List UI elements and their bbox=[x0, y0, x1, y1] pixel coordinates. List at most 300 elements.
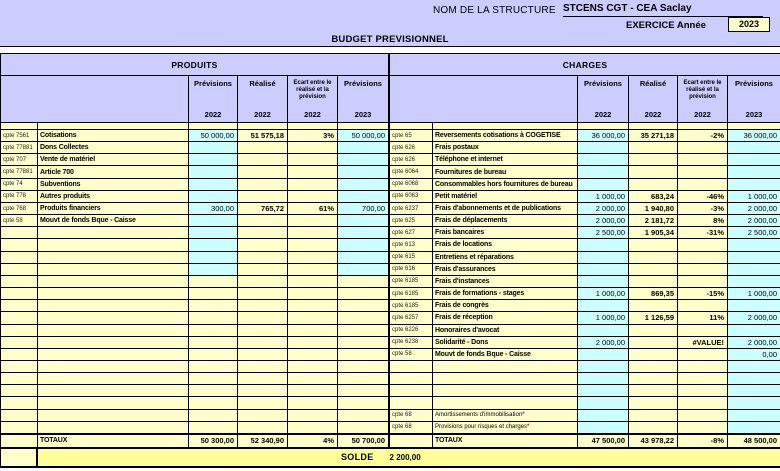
products-row-19-label[interactable] bbox=[38, 349, 189, 361]
products-row-3-ecart[interactable] bbox=[288, 154, 338, 166]
products-row-18-ecart[interactable] bbox=[288, 337, 338, 349]
products-row-23-prev2023[interactable] bbox=[338, 397, 390, 409]
charges-row-20-prev2022[interactable] bbox=[578, 361, 629, 373]
products-row-1-prev2023[interactable]: 50 000,00 bbox=[338, 130, 390, 142]
charges-row-24-real2022[interactable] bbox=[629, 410, 678, 422]
products-row-18-prev2022[interactable] bbox=[189, 337, 238, 349]
products-row-5-prev2022[interactable] bbox=[189, 179, 238, 191]
charges-row-16-label[interactable]: Frais de réception bbox=[433, 312, 578, 324]
charges-row-19-prev2022[interactable] bbox=[578, 349, 629, 361]
charges-row-6-prev2023[interactable]: 1 000,00 bbox=[728, 191, 780, 203]
charges-row-4-label[interactable]: Fournitures de bureau bbox=[433, 166, 578, 178]
products-row-14-label[interactable] bbox=[38, 288, 189, 300]
charges-row-9-prev2023[interactable]: 2 500,00 bbox=[728, 227, 780, 239]
charges-totals-cpte[interactable] bbox=[390, 434, 433, 448]
products-row-12-prev2023[interactable] bbox=[338, 264, 390, 276]
charges-row-11-cpte[interactable]: cpte 615 bbox=[390, 252, 433, 264]
charges-row-14-prev2022[interactable]: 1 000,00 bbox=[578, 288, 629, 300]
products-row-6-prev2022[interactable] bbox=[189, 191, 238, 203]
charges-row-15-prev2022[interactable] bbox=[578, 300, 629, 312]
products-row-11-real2022[interactable] bbox=[238, 252, 288, 264]
products-row-7-ecart[interactable]: 61% bbox=[288, 203, 338, 215]
products-row-22-ecart[interactable] bbox=[288, 385, 338, 397]
products-row-17-cpte[interactable] bbox=[1, 325, 38, 337]
charges-row-13-cpte[interactable]: cpte 6185 bbox=[390, 276, 433, 288]
charges-row-1-ecart[interactable]: -2% bbox=[678, 130, 728, 142]
charges-row-16-cpte[interactable]: cpte 6257 bbox=[390, 312, 433, 324]
products-row-2-real2022[interactable] bbox=[238, 142, 288, 154]
spacer-cell[interactable] bbox=[189, 123, 238, 130]
products-row-21-prev2023[interactable] bbox=[338, 373, 390, 385]
products-row-25-prev2022[interactable] bbox=[189, 422, 238, 434]
charges-row-12-prev2023[interactable] bbox=[728, 264, 780, 276]
products-header-blank[interactable] bbox=[1, 76, 189, 123]
charges-row-12-real2022[interactable] bbox=[629, 264, 678, 276]
spacer-cell[interactable] bbox=[38, 123, 189, 130]
products-row-19-real2022[interactable] bbox=[238, 349, 288, 361]
charges-row-22-real2022[interactable] bbox=[629, 385, 678, 397]
products-row-3-prev2022[interactable] bbox=[189, 154, 238, 166]
charges-row-22-prev2023[interactable] bbox=[728, 385, 780, 397]
spacer-cell[interactable] bbox=[238, 123, 288, 130]
charges-header-blank[interactable] bbox=[390, 76, 578, 123]
charges-row-18-prev2022[interactable]: 2 000,00 bbox=[578, 337, 629, 349]
charges-row-11-prev2023[interactable] bbox=[728, 252, 780, 264]
charges-row-23-real2022[interactable] bbox=[629, 397, 678, 409]
charges-row-8-prev2023[interactable]: 2 000,00 bbox=[728, 215, 780, 227]
charges-row-14-label[interactable]: Frais de formations - stages bbox=[433, 288, 578, 300]
products-row-5-label[interactable]: Subventions bbox=[38, 179, 189, 191]
charges-row-6-label[interactable]: Petit matériel bbox=[433, 191, 578, 203]
charges-row-5-label[interactable]: Consommables hors fournitures de bureau bbox=[433, 179, 578, 191]
products-row-16-real2022[interactable] bbox=[238, 312, 288, 324]
charges-row-1-label[interactable]: Reversements cotisations à COGETISE bbox=[433, 130, 578, 142]
charges-row-17-prev2023[interactable] bbox=[728, 325, 780, 337]
products-row-18-label[interactable] bbox=[38, 337, 189, 349]
products-row-5-prev2023[interactable] bbox=[338, 179, 390, 191]
products-totals-prev2022[interactable]: 50 300,00 bbox=[189, 434, 238, 448]
section-header-products[interactable]: PRODUITS bbox=[1, 54, 390, 76]
charges-totals-prev2023[interactable]: 48 500,00 bbox=[728, 434, 780, 448]
charges-totals-label[interactable]: TOTAUX bbox=[433, 434, 578, 448]
products-row-4-prev2022[interactable] bbox=[189, 166, 238, 178]
products-row-13-prev2023[interactable] bbox=[338, 276, 390, 288]
structure-name-cell[interactable]: STCENS CGT - CEA Saclay bbox=[563, 3, 763, 17]
products-row-13-label[interactable] bbox=[38, 276, 189, 288]
products-row-20-real2022[interactable] bbox=[238, 361, 288, 373]
products-row-1-label[interactable]: Cotisations bbox=[38, 130, 189, 142]
products-row-17-ecart[interactable] bbox=[288, 325, 338, 337]
products-row-7-label[interactable]: Produits financiers bbox=[38, 203, 189, 215]
charges-row-7-label[interactable]: Frais d'abonnements et de publications bbox=[433, 203, 578, 215]
charges-row-25-prev2023[interactable] bbox=[728, 422, 780, 434]
products-row-8-label[interactable]: Mouvt de fonds Bque - Caisse bbox=[38, 215, 189, 227]
charges-row-6-cpte[interactable]: cpte 6063 bbox=[390, 191, 433, 203]
charges-column-header[interactable] bbox=[629, 76, 678, 123]
charges-row-3-prev2022[interactable] bbox=[578, 154, 629, 166]
products-row-14-ecart[interactable] bbox=[288, 288, 338, 300]
products-row-7-prev2022[interactable]: 300,00 bbox=[189, 203, 238, 215]
products-row-14-real2022[interactable] bbox=[238, 288, 288, 300]
charges-row-19-ecart[interactable] bbox=[678, 349, 728, 361]
charges-row-2-prev2022[interactable] bbox=[578, 142, 629, 154]
products-row-9-prev2023[interactable] bbox=[338, 227, 390, 239]
products-column-header[interactable] bbox=[189, 76, 238, 123]
charges-row-6-ecart[interactable]: -46% bbox=[678, 191, 728, 203]
charges-row-24-cpte[interactable]: cpte 68 bbox=[390, 410, 433, 422]
products-row-23-ecart[interactable] bbox=[288, 397, 338, 409]
products-column-header[interactable] bbox=[288, 76, 338, 123]
charges-row-18-label[interactable]: Solidarité - Dons bbox=[433, 337, 578, 349]
charges-row-4-ecart[interactable] bbox=[678, 166, 728, 178]
spacer-cell[interactable] bbox=[338, 123, 390, 130]
products-row-21-cpte[interactable] bbox=[1, 373, 38, 385]
products-row-5-ecart[interactable] bbox=[288, 179, 338, 191]
products-row-16-label[interactable] bbox=[38, 312, 189, 324]
products-row-25-label[interactable] bbox=[38, 422, 189, 434]
products-row-25-cpte[interactable] bbox=[1, 422, 38, 434]
products-row-4-cpte[interactable]: cpte 77881 bbox=[1, 166, 38, 178]
products-row-6-ecart[interactable] bbox=[288, 191, 338, 203]
products-row-10-real2022[interactable] bbox=[238, 239, 288, 251]
charges-row-17-prev2022[interactable] bbox=[578, 325, 629, 337]
charges-row-25-prev2022[interactable] bbox=[578, 422, 629, 434]
charges-totals-real2022[interactable]: 43 978,22 bbox=[629, 434, 678, 448]
products-row-14-cpte[interactable] bbox=[1, 288, 38, 300]
charges-row-20-ecart[interactable] bbox=[678, 361, 728, 373]
charges-row-2-prev2023[interactable] bbox=[728, 142, 780, 154]
products-row-22-prev2023[interactable] bbox=[338, 385, 390, 397]
spacer-cell[interactable] bbox=[678, 123, 728, 130]
charges-row-17-cpte[interactable]: cpte 6226 bbox=[390, 325, 433, 337]
charges-row-14-prev2023[interactable]: 1 000,00 bbox=[728, 288, 780, 300]
spacer-cell[interactable] bbox=[578, 123, 629, 130]
products-totals-prev2023[interactable]: 50 700,00 bbox=[338, 434, 390, 448]
charges-row-11-prev2022[interactable] bbox=[578, 252, 629, 264]
products-row-7-real2022[interactable]: 765,72 bbox=[238, 203, 288, 215]
charges-row-18-prev2023[interactable]: 2 000,00 bbox=[728, 337, 780, 349]
products-row-18-prev2023[interactable] bbox=[338, 337, 390, 349]
products-row-15-cpte[interactable] bbox=[1, 300, 38, 312]
charges-row-18-ecart[interactable]: #VALUE! bbox=[678, 337, 728, 349]
products-row-23-prev2022[interactable] bbox=[189, 397, 238, 409]
charges-row-24-prev2022[interactable] bbox=[578, 410, 629, 422]
products-row-23-real2022[interactable] bbox=[238, 397, 288, 409]
charges-row-3-real2022[interactable] bbox=[629, 154, 678, 166]
charges-row-8-cpte[interactable]: cpte 625 bbox=[390, 215, 433, 227]
products-row-8-ecart[interactable] bbox=[288, 215, 338, 227]
products-row-17-real2022[interactable] bbox=[238, 325, 288, 337]
products-row-21-prev2022[interactable] bbox=[189, 373, 238, 385]
charges-row-19-prev2023[interactable]: 0,00 bbox=[728, 349, 780, 361]
solde-value[interactable]: 2 200,00 bbox=[389, 452, 421, 462]
products-row-5-cpte[interactable]: cpte 74 bbox=[1, 179, 38, 191]
solde-corner-cell[interactable] bbox=[1, 448, 38, 467]
products-row-9-cpte[interactable] bbox=[1, 227, 38, 239]
products-row-3-label[interactable]: Vente de matériel bbox=[38, 154, 189, 166]
products-totals-cpte[interactable] bbox=[1, 434, 38, 448]
charges-row-10-label[interactable]: Frais de locations bbox=[433, 239, 578, 251]
products-row-1-cpte[interactable]: cpte 7561 bbox=[1, 130, 38, 142]
products-row-25-ecart[interactable] bbox=[288, 422, 338, 434]
charges-row-9-label[interactable]: Frais bancaires bbox=[433, 227, 578, 239]
products-row-1-real2022[interactable]: 51 575,18 bbox=[238, 130, 288, 142]
products-column-header[interactable] bbox=[238, 76, 288, 123]
products-row-21-ecart[interactable] bbox=[288, 373, 338, 385]
products-row-23-label[interactable] bbox=[38, 397, 189, 409]
products-row-2-ecart[interactable] bbox=[288, 142, 338, 154]
products-row-4-ecart[interactable] bbox=[288, 166, 338, 178]
products-row-16-cpte[interactable] bbox=[1, 312, 38, 324]
products-row-4-real2022[interactable] bbox=[238, 166, 288, 178]
charges-row-7-cpte[interactable]: cpte 6237 bbox=[390, 203, 433, 215]
charges-totals-ecart[interactable]: -8% bbox=[678, 434, 728, 448]
charges-row-23-prev2022[interactable] bbox=[578, 397, 629, 409]
products-row-9-label[interactable] bbox=[38, 227, 189, 239]
charges-row-20-cpte[interactable] bbox=[390, 361, 433, 373]
products-row-2-label[interactable]: Dons Collectes bbox=[38, 142, 189, 154]
products-row-15-real2022[interactable] bbox=[238, 300, 288, 312]
products-row-20-prev2023[interactable] bbox=[338, 361, 390, 373]
products-row-3-real2022[interactable] bbox=[238, 154, 288, 166]
products-totals-ecart[interactable]: 4% bbox=[288, 434, 338, 448]
charges-row-21-label[interactable] bbox=[433, 373, 578, 385]
products-row-8-prev2022[interactable] bbox=[189, 215, 238, 227]
products-row-22-label[interactable] bbox=[38, 385, 189, 397]
charges-row-9-cpte[interactable]: cpte 627 bbox=[390, 227, 433, 239]
products-row-6-cpte[interactable]: cpte 778 bbox=[1, 191, 38, 203]
charges-row-19-cpte[interactable]: cpte 58 bbox=[390, 349, 433, 361]
charges-totals-prev2022[interactable]: 47 500,00 bbox=[578, 434, 629, 448]
products-row-7-cpte[interactable]: cpte 768 bbox=[1, 203, 38, 215]
products-row-20-cpte[interactable] bbox=[1, 361, 38, 373]
products-row-15-ecart[interactable] bbox=[288, 300, 338, 312]
products-row-19-cpte[interactable] bbox=[1, 349, 38, 361]
charges-row-4-prev2023[interactable] bbox=[728, 166, 780, 178]
products-row-12-real2022[interactable] bbox=[238, 264, 288, 276]
products-row-18-real2022[interactable] bbox=[238, 337, 288, 349]
products-row-5-real2022[interactable] bbox=[238, 179, 288, 191]
charges-row-24-label[interactable]: Amortissements d'immobilisation * bbox=[433, 410, 578, 422]
products-row-3-cpte[interactable]: cpte 707 bbox=[1, 154, 38, 166]
products-row-15-prev2023[interactable] bbox=[338, 300, 390, 312]
charges-row-20-label[interactable] bbox=[433, 361, 578, 373]
charges-row-9-real2022[interactable]: 1 905,34 bbox=[629, 227, 678, 239]
products-row-13-cpte[interactable] bbox=[1, 276, 38, 288]
products-row-2-cpte[interactable]: cpte 77881 bbox=[1, 142, 38, 154]
products-row-4-label[interactable]: Article 700 bbox=[38, 166, 189, 178]
charges-row-14-real2022[interactable]: 869,35 bbox=[629, 288, 678, 300]
charges-row-19-real2022[interactable] bbox=[629, 349, 678, 361]
charges-row-25-ecart[interactable] bbox=[678, 422, 728, 434]
charges-row-25-real2022[interactable] bbox=[629, 422, 678, 434]
charges-row-8-ecart[interactable]: 8% bbox=[678, 215, 728, 227]
products-row-14-prev2023[interactable] bbox=[338, 288, 390, 300]
products-row-12-prev2022[interactable] bbox=[189, 264, 238, 276]
charges-row-20-real2022[interactable] bbox=[629, 361, 678, 373]
charges-row-23-cpte[interactable] bbox=[390, 397, 433, 409]
products-row-17-label[interactable] bbox=[38, 325, 189, 337]
products-row-12-cpte[interactable] bbox=[1, 264, 38, 276]
charges-row-5-cpte[interactable]: cpte 6068 bbox=[390, 179, 433, 191]
charges-row-10-prev2023[interactable] bbox=[728, 239, 780, 251]
charges-row-5-ecart[interactable] bbox=[678, 179, 728, 191]
charges-row-24-ecart[interactable] bbox=[678, 410, 728, 422]
products-row-6-real2022[interactable] bbox=[238, 191, 288, 203]
products-row-24-real2022[interactable] bbox=[238, 410, 288, 422]
products-column-header[interactable] bbox=[338, 76, 390, 123]
charges-row-14-ecart[interactable]: -15% bbox=[678, 288, 728, 300]
charges-row-10-prev2022[interactable] bbox=[578, 239, 629, 251]
charges-row-17-real2022[interactable] bbox=[629, 325, 678, 337]
products-row-9-ecart[interactable] bbox=[288, 227, 338, 239]
charges-row-7-prev2023[interactable]: 2 000,00 bbox=[728, 203, 780, 215]
products-row-6-prev2023[interactable] bbox=[338, 191, 390, 203]
products-row-24-prev2022[interactable] bbox=[189, 410, 238, 422]
charges-row-21-real2022[interactable] bbox=[629, 373, 678, 385]
spacer-cell[interactable] bbox=[629, 123, 678, 130]
charges-row-21-ecart[interactable] bbox=[678, 373, 728, 385]
charges-row-1-prev2023[interactable]: 36 000,00 bbox=[728, 130, 780, 142]
spacer-cell[interactable] bbox=[1, 123, 38, 130]
products-totals-real2022[interactable]: 52 340,90 bbox=[238, 434, 288, 448]
charges-row-2-ecart[interactable] bbox=[678, 142, 728, 154]
charges-row-8-label[interactable]: Frais de déplacements bbox=[433, 215, 578, 227]
products-row-24-ecart[interactable] bbox=[288, 410, 338, 422]
products-row-25-prev2023[interactable] bbox=[338, 422, 390, 434]
charges-row-2-label[interactable]: Frais postaux bbox=[433, 142, 578, 154]
charges-row-10-cpte[interactable]: cpte 613 bbox=[390, 239, 433, 251]
charges-row-22-cpte[interactable] bbox=[390, 385, 433, 397]
charges-row-7-real2022[interactable]: 1 940,80 bbox=[629, 203, 678, 215]
products-row-2-prev2023[interactable] bbox=[338, 142, 390, 154]
products-row-15-prev2022[interactable] bbox=[189, 300, 238, 312]
products-row-14-prev2022[interactable] bbox=[189, 288, 238, 300]
charges-row-13-prev2023[interactable] bbox=[728, 276, 780, 288]
products-row-24-label[interactable] bbox=[38, 410, 189, 422]
charges-row-22-label[interactable] bbox=[433, 385, 578, 397]
products-row-4-prev2023[interactable] bbox=[338, 166, 390, 178]
products-row-20-ecart[interactable] bbox=[288, 361, 338, 373]
charges-row-20-prev2023[interactable] bbox=[728, 361, 780, 373]
products-row-23-cpte[interactable] bbox=[1, 397, 38, 409]
products-row-8-cpte[interactable]: cpte 58 bbox=[1, 215, 38, 227]
charges-row-15-real2022[interactable] bbox=[629, 300, 678, 312]
charges-row-25-label[interactable]: Provisions pour risques et charges * bbox=[433, 422, 578, 434]
products-row-1-prev2022[interactable]: 50 000,00 bbox=[189, 130, 238, 142]
products-row-22-real2022[interactable] bbox=[238, 385, 288, 397]
charges-row-16-ecart[interactable]: 11% bbox=[678, 312, 728, 324]
charges-row-22-ecart[interactable] bbox=[678, 385, 728, 397]
products-row-21-label[interactable] bbox=[38, 373, 189, 385]
products-row-1-ecart[interactable]: 3% bbox=[288, 130, 338, 142]
products-row-22-cpte[interactable] bbox=[1, 385, 38, 397]
charges-row-5-prev2023[interactable] bbox=[728, 179, 780, 191]
charges-row-22-prev2022[interactable] bbox=[578, 385, 629, 397]
charges-row-4-prev2022[interactable] bbox=[578, 166, 629, 178]
charges-row-3-label[interactable]: Téléphone et internet bbox=[433, 154, 578, 166]
charges-row-3-cpte[interactable]: cpte 626 bbox=[390, 154, 433, 166]
products-row-8-real2022[interactable] bbox=[238, 215, 288, 227]
charges-row-12-prev2022[interactable] bbox=[578, 264, 629, 276]
charges-row-16-real2022[interactable]: 1 126,59 bbox=[629, 312, 678, 324]
charges-row-13-ecart[interactable] bbox=[678, 276, 728, 288]
charges-row-21-prev2022[interactable] bbox=[578, 373, 629, 385]
charges-row-18-cpte[interactable]: cpte 6238 bbox=[390, 337, 433, 349]
products-row-24-prev2023[interactable] bbox=[338, 410, 390, 422]
charges-row-13-prev2022[interactable] bbox=[578, 276, 629, 288]
charges-row-16-prev2023[interactable]: 2 000,00 bbox=[728, 312, 780, 324]
charges-row-17-label[interactable]: Honoraires d'avocat bbox=[433, 325, 578, 337]
charges-row-2-cpte[interactable]: cpte 626 bbox=[390, 142, 433, 154]
products-row-11-cpte[interactable] bbox=[1, 252, 38, 264]
charges-row-13-real2022[interactable] bbox=[629, 276, 678, 288]
charges-row-2-real2022[interactable] bbox=[629, 142, 678, 154]
products-row-24-cpte[interactable] bbox=[1, 410, 38, 422]
products-row-20-label[interactable] bbox=[38, 361, 189, 373]
products-row-10-label[interactable] bbox=[38, 239, 189, 251]
charges-row-9-ecart[interactable]: -31% bbox=[678, 227, 728, 239]
products-row-9-prev2022[interactable] bbox=[189, 227, 238, 239]
products-row-16-ecart[interactable] bbox=[288, 312, 338, 324]
products-row-21-real2022[interactable] bbox=[238, 373, 288, 385]
charges-row-12-label[interactable]: Frais d'assurances bbox=[433, 264, 578, 276]
charges-row-21-prev2023[interactable] bbox=[728, 373, 780, 385]
charges-row-25-cpte[interactable]: cpte 68 bbox=[390, 422, 433, 434]
section-header-charges[interactable]: CHARGES bbox=[390, 54, 780, 76]
charges-row-8-prev2022[interactable]: 2 000,00 bbox=[578, 215, 629, 227]
products-row-10-prev2023[interactable] bbox=[338, 239, 390, 251]
charges-column-header[interactable] bbox=[678, 76, 728, 123]
charges-row-11-label[interactable]: Entretiens et réparations bbox=[433, 252, 578, 264]
charges-row-11-ecart[interactable] bbox=[678, 252, 728, 264]
products-row-10-ecart[interactable] bbox=[288, 239, 338, 251]
products-row-10-cpte[interactable] bbox=[1, 239, 38, 251]
products-row-16-prev2022[interactable] bbox=[189, 312, 238, 324]
charges-row-15-label[interactable]: Frais de congrès bbox=[433, 300, 578, 312]
charges-row-19-label[interactable]: Mouvt de fonds Bque - Caisse bbox=[433, 349, 578, 361]
products-row-11-label[interactable] bbox=[38, 252, 189, 264]
charges-row-12-cpte[interactable]: cpte 616 bbox=[390, 264, 433, 276]
charges-row-5-prev2022[interactable] bbox=[578, 179, 629, 191]
charges-row-1-real2022[interactable]: 35 271,18 bbox=[629, 130, 678, 142]
charges-column-header[interactable] bbox=[578, 76, 629, 123]
charges-column-header[interactable] bbox=[728, 76, 780, 123]
products-row-19-ecart[interactable] bbox=[288, 349, 338, 361]
products-row-12-label[interactable] bbox=[38, 264, 189, 276]
charges-row-23-label[interactable] bbox=[433, 397, 578, 409]
products-row-22-prev2022[interactable] bbox=[189, 385, 238, 397]
products-row-6-label[interactable]: Autres produits bbox=[38, 191, 189, 203]
charges-row-8-real2022[interactable]: 2 181,72 bbox=[629, 215, 678, 227]
charges-row-10-real2022[interactable] bbox=[629, 239, 678, 251]
charges-row-18-real2022[interactable] bbox=[629, 337, 678, 349]
spacer-cell[interactable] bbox=[728, 123, 780, 130]
charges-row-11-real2022[interactable] bbox=[629, 252, 678, 264]
products-row-8-prev2023[interactable] bbox=[338, 215, 390, 227]
products-row-11-prev2023[interactable] bbox=[338, 252, 390, 264]
charges-row-21-cpte[interactable] bbox=[390, 373, 433, 385]
charges-row-6-prev2022[interactable]: 1 000,00 bbox=[578, 191, 629, 203]
products-totals-label[interactable]: TOTAUX bbox=[38, 434, 189, 448]
charges-row-14-cpte[interactable]: cpte 6185 bbox=[390, 288, 433, 300]
products-row-13-real2022[interactable] bbox=[238, 276, 288, 288]
products-row-19-prev2023[interactable] bbox=[338, 349, 390, 361]
spacer-cell[interactable] bbox=[288, 123, 338, 130]
charges-row-23-prev2023[interactable] bbox=[728, 397, 780, 409]
charges-row-15-cpte[interactable]: cpte 6185 bbox=[390, 300, 433, 312]
products-row-2-prev2022[interactable] bbox=[189, 142, 238, 154]
